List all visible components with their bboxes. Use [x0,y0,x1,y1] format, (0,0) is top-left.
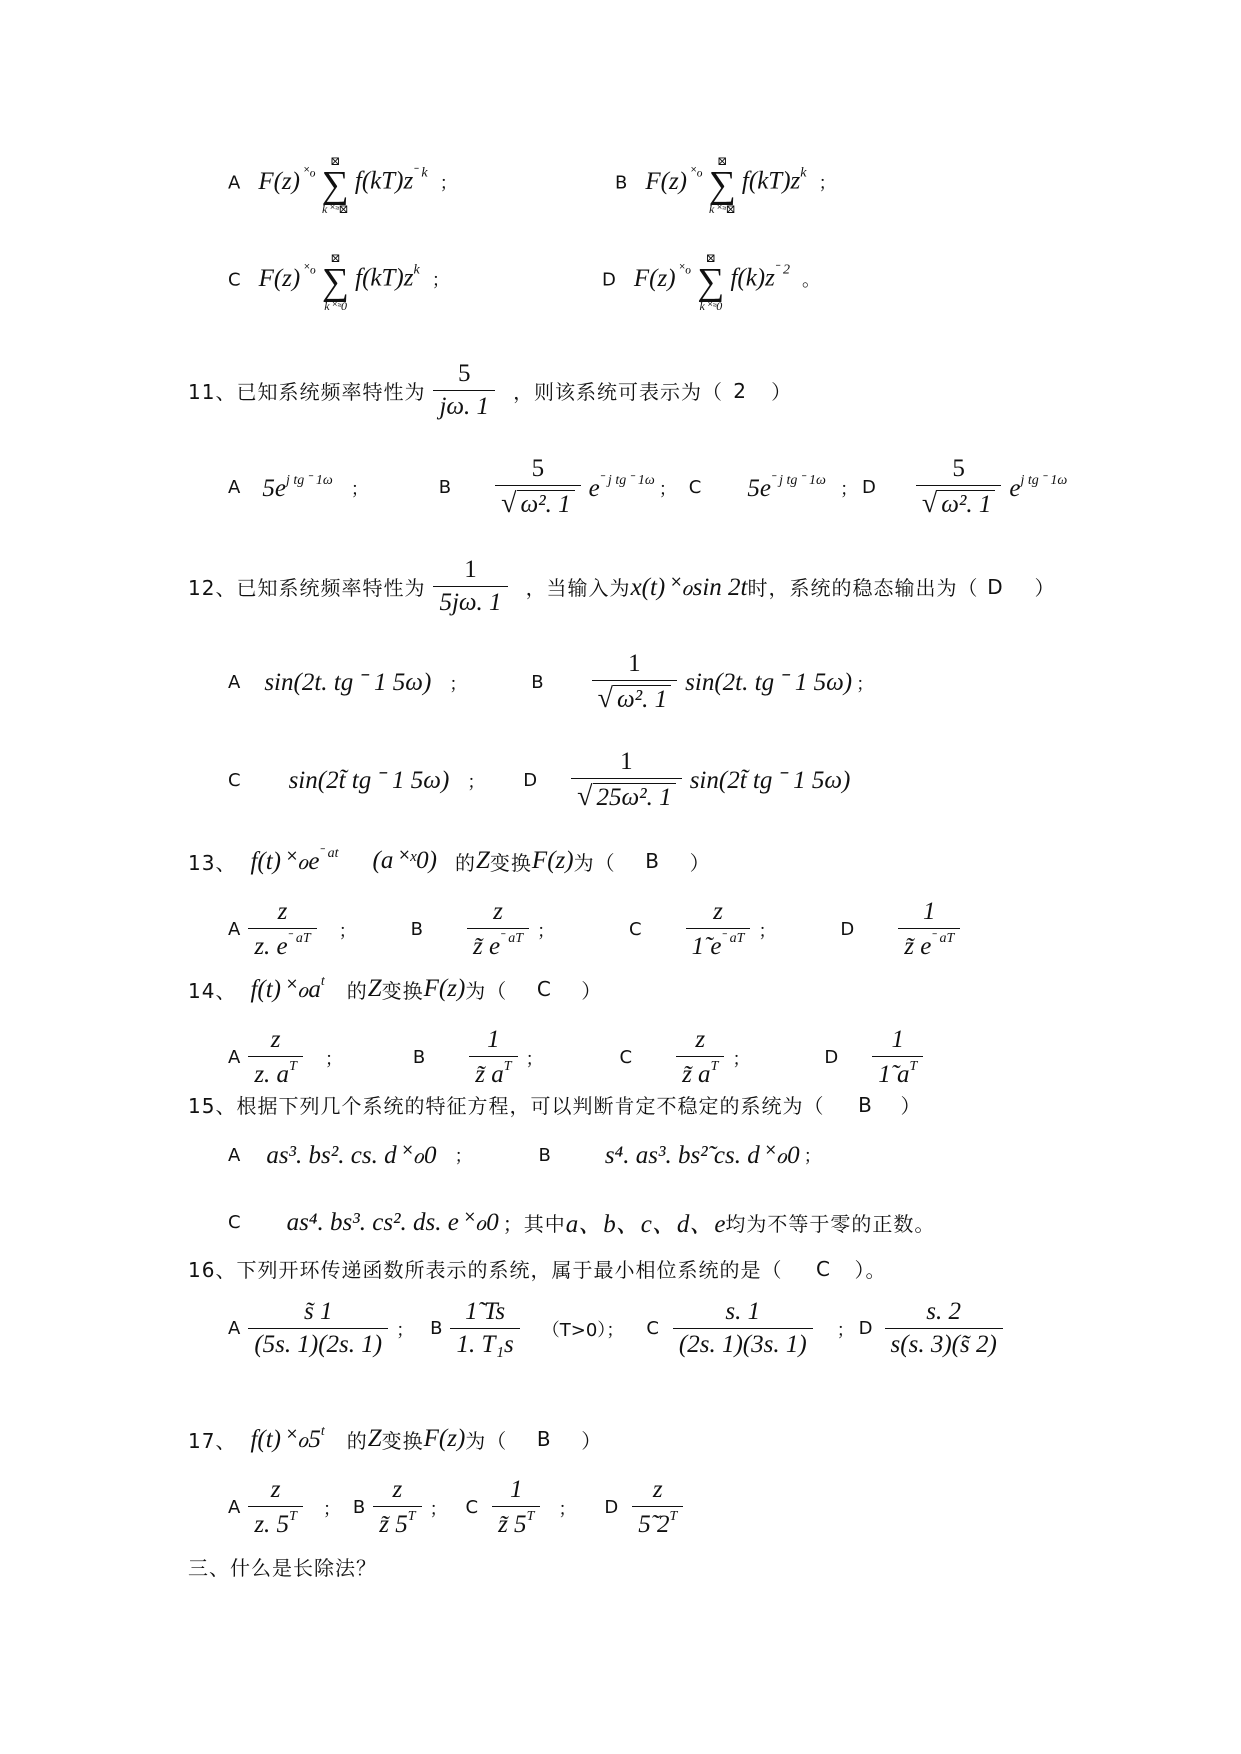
q14-options: A $\frac{z}{z. a^T}$ ； B $\frac{1}{z̃ a^T}$ ； C $\frac{z}{z̃ a^T}$ ； D $\frac{1}{1̃ a^T}$ [228,1026,927,1089]
fraction: $\frac{5}{\text{√ ω². 1}}$ [916,455,1002,520]
q17-stem: 17、 f(t) ˟ℴ5$^t$ 的Z变换F(z)为（ B ） [188,1424,603,1453]
fraction: $\frac{z}{z̃ 5^T}$ [373,1476,421,1539]
answer: B [858,1092,873,1117]
fraction: $\frac{z}{z. 5^T}$ [248,1476,303,1539]
q15-option-c: C as⁴. bs³. cs². ds. e ˟ℴ0 ；其中a、b、c、d、e均为不等于零的正数。 [228,1209,936,1238]
answer: C [536,977,552,1001]
fraction: $\frac{1}{\text{√ 25ω². 1}}$ [571,748,682,813]
fraction: $\frac{s. 2}{s(s. 3)(s̃ 2)}$ [885,1298,1003,1359]
q12-options-ab: A sin(2t. tg ˉ 1 5ω) ； B $\frac{1}{\text{√ ω². 1}}$ sin(2t. tg ˉ 1 5ω) ； [228,650,875,714]
q17-options: A $\frac{z}{z. 5^T}$ ； B $\frac{z}{z̃ 5^T}$ ； C $\frac{1}{z̃ 5^T}$ ； D $\frac{z}{5̃ 2^T}$ [228,1476,687,1539]
fraction: $\frac{5}{\text{√ ω². 1}}$ [495,455,581,520]
fraction: $\frac{z}{z. e^{ˉ aT}}$ [248,898,316,961]
fraction: $\frac{1}{\text{√ ω². 1}}$ [592,650,678,715]
summation: ⊠ ∑ k ˟ᵙ0 [697,251,725,313]
fraction: $\frac{1}{z̃ e^{ˉ aT}}$ [898,898,960,961]
q13-stem: 13、 f(t) ˟ℴe$^{ˉ at}$ (a ˟ˣ0) 的Z变换F(z)为（ B ） [188,846,711,875]
fraction: $\frac{1}{z̃ a^T}$ [469,1026,517,1089]
q12-options-cd: C sin(2t̃ tg ˉ 1 5ω) ； D $\frac{1}{\text{√ 25ω². 1}}$ sin(2t̃ tg ˉ 1 5ω) [228,748,851,812]
fraction: $\frac{z}{5̃ 2^T}$ [632,1476,683,1539]
answer: B [536,1427,552,1451]
q16-options: A $\frac{s̃ 1}{(5s. 1)(2s. 1)}$ ； B $\frac{1̃ Ts}{\text{1. T₁s}}$ （T>0）； C $\frac{s. 1}{(2s. 1)(3s. 1)}$ ； D $\frac{s. 2}{s(s. 3)(s̃ 2)}$ [228,1298,1007,1359]
fraction: $\frac{z}{1̃ e^{ˉ aT}}$ [686,898,751,961]
fraction: $\frac{1̃ Ts}{\text{1. T₁s}}$ [450,1298,519,1359]
q10-option-d: D F(z) ˟ℴ ⊠ ∑ k ˟ᵙ0 f(k)zˉ 2 。 [602,251,821,313]
q15-stem: 15、根据下列几个系统的特征方程，可以判断肯定不稳定的系统为（ B ） [188,1092,922,1118]
q15-options-ab: A as³. bs². cs. d ˟ℴ0 ； B s⁴. as³. bs²̃ cs. d ˟ℴ0 ； [228,1142,822,1169]
fraction: $\frac{1}{1̃ a^T}$ [872,1026,923,1089]
summation: ⊠ ∑ k ˟ᵙ⊠ [708,154,736,216]
part3-heading: 三、什么是长除法？ [188,1556,377,1580]
fraction: $\frac{z}{z. a^T}$ [248,1026,303,1089]
q14-stem: 14、 f(t) ˟ℴa$^t$ 的Z变换F(z)为（ C ） [188,974,603,1003]
answer: 2 [733,378,747,403]
answer: D [987,574,1004,599]
q16-stem: 16、下列开环传递函数所表示的系统，属于最小相位系统的是（ C ）。 [188,1256,887,1282]
q12-stem: 12、已知系统频率特性为 $\frac{1}{5j\omega. 1}$ ，当输入为x(t) ˟ℴsin 2t时，系统的稳态输出为（ D ） [188,556,1056,616]
summation: ⊠ ∑ k ˟ᵙ0 [322,251,350,313]
answer: C [815,1256,831,1281]
q11-fraction: $\frac{5}{j\omega. 1}$ [433,360,495,421]
q11-stem: 11、已知系统频率特性为 $\frac{5}{j\omega. 1}$ ，则该系统可表示为（ 2 ） [188,360,793,420]
answer: B [645,849,660,873]
fraction: $\frac{z}{z̃ e^{ˉ aT}}$ [467,898,529,961]
q13-options: A $\frac{z}{z. e^{ˉ aT}}$ ； B $\frac{z}{z̃ e^{ˉ aT}}$ ； C $\frac{z}{1̃ e^{ˉ aT}}$ ； D $\frac{1}{z̃ e^{ˉ aT}}$ [228,898,964,961]
fraction: $\frac{1}{z̃ 5^T}$ [492,1476,540,1539]
fraction: $\frac{s̃ 1}{(5s. 1)(2s. 1)}$ [248,1298,388,1359]
summation: ⊠ ∑ k ˟ᵙ⊠ [321,154,349,216]
q12-fraction: $\frac{1}{5j\omega. 1}$ [433,556,507,617]
fraction: $\frac{s. 1}{(2s. 1)(3s. 1)}$ [673,1298,813,1359]
q10-option-a: A F(z) ˟ℴ ⊠ ∑ k ˟ᵙ⊠ f(kT)zˉ k ； [228,154,458,216]
q11-options: A $5e^{j tg ˉ 1\omega}$ ； B $\frac{5}{\text{√ ω². 1}}$ $e^{ˉ j tg ˉ 1\omega}$ ； C $5e^{ˉ j tg ˉ 1\omega}$ ； D $\frac{5}{\text{√ ω². 1}}$ $e^{j tg ˉ 1\omega}$ [228,455,1068,519]
fraction: $\frac{z}{z̃ a^T}$ [676,1026,724,1089]
q10-option-c: C F(z) ˟ℴ ⊠ ∑ k ˟ᵙ0 f(kT)zk ； [228,251,450,313]
q10-option-b: B F(z) ˟ℴ ⊠ ∑ k ˟ᵙ⊠ f(kT)zk ； [615,154,837,216]
